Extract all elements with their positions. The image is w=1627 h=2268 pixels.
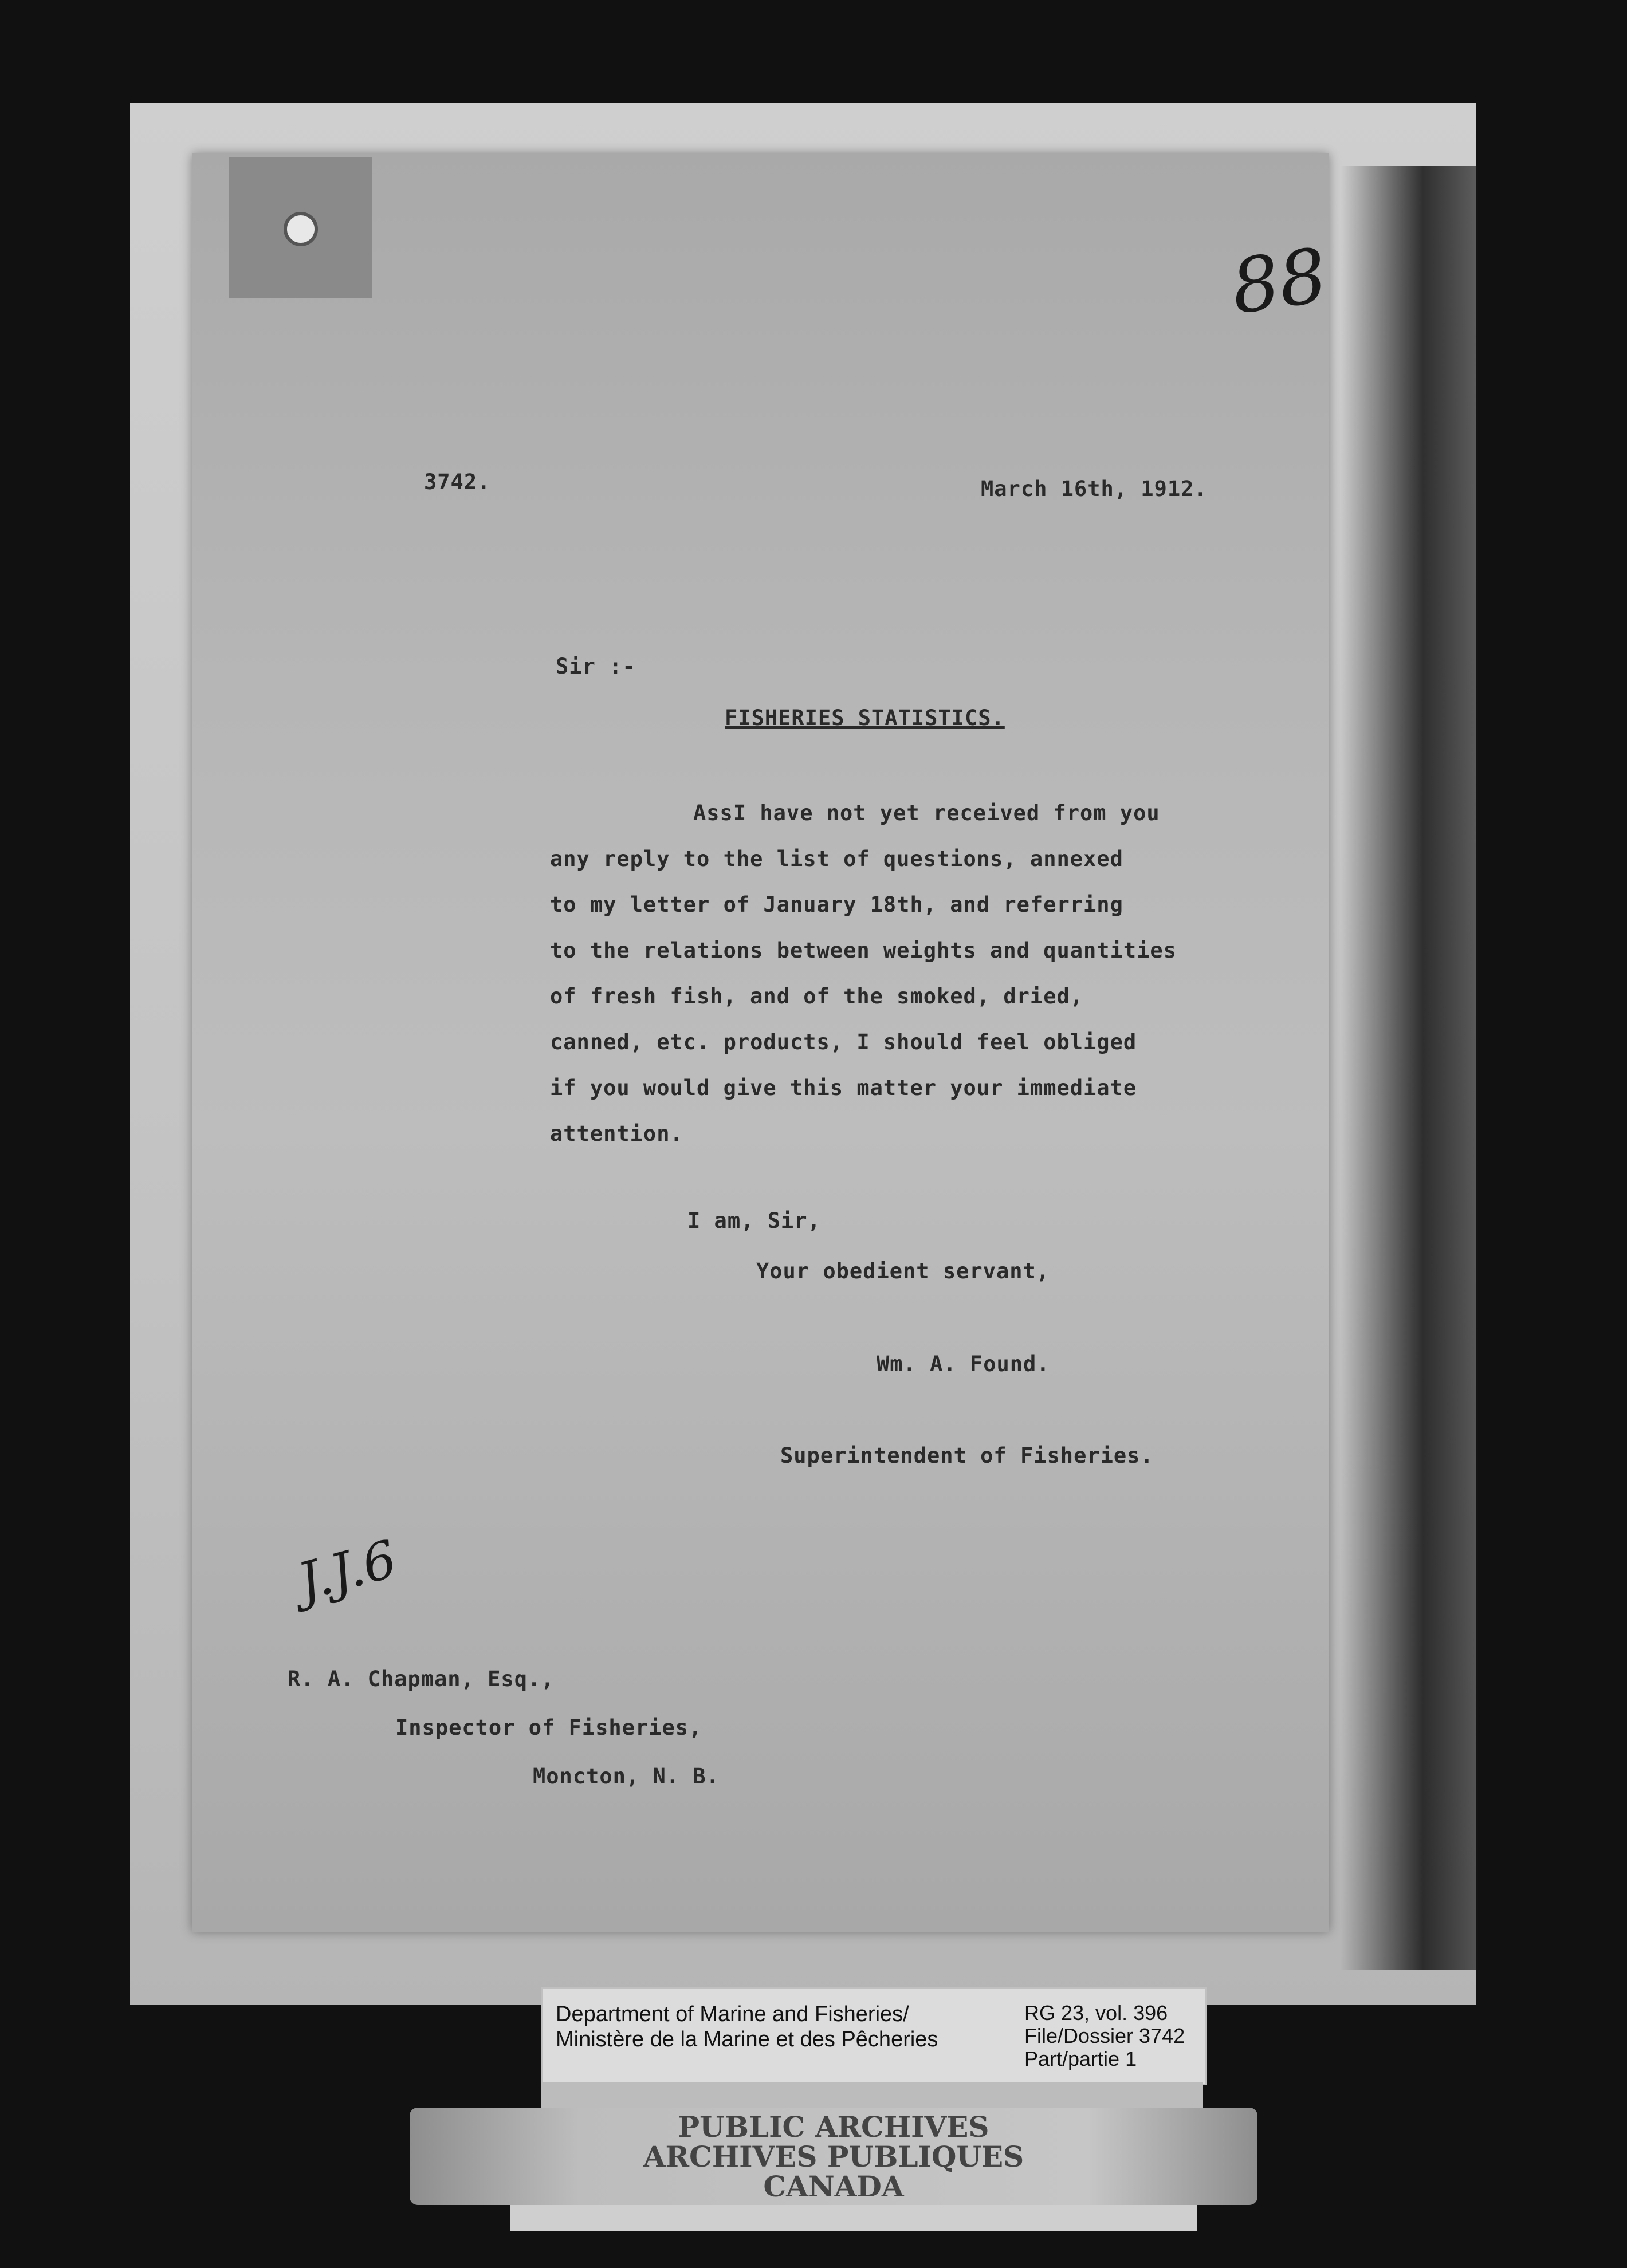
record-group: RG 23, vol. 396	[1024, 2001, 1168, 2025]
subject-heading: FISHERIES STATISTICS.	[725, 706, 1005, 730]
archive-stamp	[410, 2108, 1257, 2205]
label-department	[556, 2002, 938, 2052]
signer-title: Superintendent of Fisheries.	[780, 1443, 1154, 1468]
closing-servant: Your obedient servant,	[756, 1259, 1050, 1283]
punch-hole	[284, 212, 318, 246]
addressee-location: Moncton, N. B.	[533, 1764, 720, 1789]
body-line: if you would give this matter your immediate	[550, 1076, 1137, 1100]
body-line: of fresh fish, and of the smoked, dried,	[550, 984, 1084, 1009]
stamp-text	[410, 2112, 1257, 2202]
label-reference	[1024, 2002, 1185, 2070]
closing: I am, Sir,	[687, 1208, 821, 1233]
letter-date: March 16th, 1912.	[981, 477, 1208, 501]
stamp-line: ARCHIVES PUBLIQUES	[643, 2140, 1024, 2174]
addressee-title: Inspector of Fisheries,	[395, 1715, 702, 1740]
file-reference: 3742.	[424, 470, 491, 494]
body-line: attention.	[550, 1121, 683, 1146]
backing-shadow	[1341, 166, 1478, 1970]
body-line: any reply to the list of questions, annexed	[550, 846, 1123, 871]
stamp-line: PUBLIC ARCHIVES	[678, 2110, 989, 2144]
part-number: Part/partie 1	[1024, 2047, 1137, 2070]
salutation: Sir :-	[556, 654, 636, 679]
body-line: to my letter of January 18th, and referring	[550, 892, 1123, 917]
body-line: canned, etc. products, I should feel obliged	[550, 1030, 1137, 1054]
body-line: to the relations between weights and quantities	[550, 938, 1177, 963]
department-en: Department of Marine and Fisheries/	[556, 2002, 909, 2026]
archive-label	[541, 1987, 1207, 2085]
file-number: File/Dossier 3742	[1024, 2024, 1185, 2048]
addressee-name: R. A. Chapman, Esq.,	[288, 1667, 555, 1691]
signer-name: Wm. A. Found.	[877, 1352, 1050, 1376]
body-line: AssI have not yet received from you	[693, 801, 1160, 825]
bottom-strip	[510, 2205, 1197, 2231]
department-fr: Ministère de la Marine et des Pêcheries	[556, 2027, 938, 2052]
label-strip	[541, 2082, 1203, 2108]
folio-number: 88	[1226, 231, 1333, 331]
stamp-line: CANADA	[763, 2169, 904, 2203]
handwritten-initials: J.J.6	[292, 1529, 403, 1613]
